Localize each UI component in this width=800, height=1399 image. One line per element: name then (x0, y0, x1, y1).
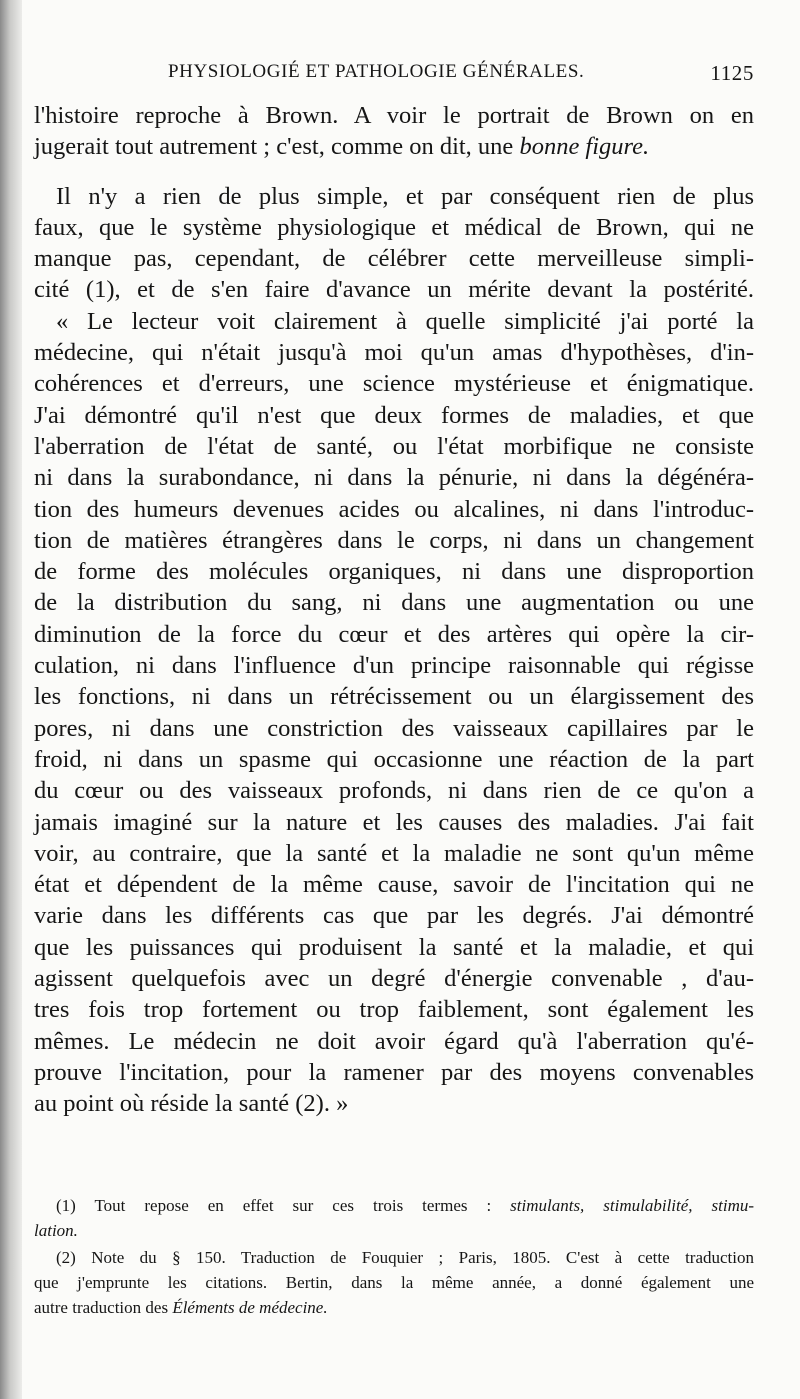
text-line: état et dépendent de la même cause, savoir de l'incitation qui ne (34, 871, 754, 899)
footnote-1 (34, 1193, 754, 1243)
text-line: l'histoire reproche à Brown. A voir le portrait de Brown on en (34, 102, 754, 129)
italic-text: stimulants, stimulabilité, stimu- (510, 1196, 755, 1215)
running-head: PHYSIOLOGIÉ ET PATHOLOGIE GÉNÉRALES. (168, 61, 585, 82)
text-line: de forme des molécules organiques, ni dans une disproportion (34, 558, 754, 586)
text-line: cité (1), et de s'en faire d'avance un mérite devant la postérité. (34, 276, 754, 304)
text-line: tion des humeurs devenues acides ou alcalines, ni dans l'introduc- (34, 495, 754, 523)
text-line (34, 181, 754, 212)
text-line: varie dans les différents cas que par les degrés. J'ai démontré (34, 902, 754, 930)
text-line: culation, ni dans l'influence d'un principe raisonnable qui régisse (34, 652, 754, 680)
text-line: médecine, qui n'était jusqu'à moi qu'un amas d'hypothèses, d'in- (34, 339, 754, 367)
page-number: 1125 (710, 61, 754, 85)
page-header (34, 61, 754, 87)
text-span: (1) Tout repose en effet sur ces trois termes : (56, 1196, 511, 1215)
page-binding-shadow (0, 0, 22, 1399)
text-line: au point où réside la santé (2). » (34, 1090, 349, 1118)
text-span: « Le lecteur voit clairement à quelle simplicité j'ai porté la (56, 307, 754, 335)
footnote-line (34, 1245, 754, 1270)
text-line: J'ai démontré qu'il n'est que deux formes de maladies, et que (34, 401, 754, 429)
text-line: faux, que le système physiologique et médical de Brown, qui ne (34, 213, 754, 241)
footnote-2 (34, 1245, 754, 1320)
text-span: jugerait tout autrement ; c'est, comme on dit, une (34, 133, 520, 161)
text-line: jamais imaginé sur la nature et les causes des maladies. J'ai fait (34, 808, 754, 836)
italic-text: Éléments de médecine. (172, 1298, 328, 1317)
text-line (34, 131, 754, 162)
text-line: agissent quelquefois avec un degré d'énergie convenable , d'au- (34, 965, 754, 993)
text-line: pores, ni dans une constriction des vaisseaux capillaires par le (34, 714, 754, 742)
text-line (34, 306, 754, 337)
italic-text: lation. (34, 1221, 78, 1240)
text-line: diminution de la force du cœur et des artères qui opère la cir- (34, 620, 754, 648)
text-span: (2) Note du § 150. Traduction de Fouquier ; Paris, 1805. C'est à cette traduction (56, 1248, 754, 1267)
text-line: de la distribution du sang, ni dans une augmentation ou une (34, 589, 754, 617)
text-span: Il n'y a rien de plus simple, et par conséquent rien de plus (56, 182, 754, 210)
text-line: prouve l'incitation, pour la ramener par des moyens convenables (34, 1058, 754, 1086)
text-line: du cœur ou des vaisseaux profonds, ni dans rien de ce qu'on a (34, 777, 754, 805)
text-line: froid, ni dans un spasme qui occasionne une réaction de la part (34, 745, 754, 773)
text-line: les fonctions, ni dans un rétrécissement ou un élargissement des (34, 683, 754, 711)
paragraph-1 (34, 100, 754, 163)
text-line: voir, au contraire, que la santé et la maladie ne sont qu'un même (34, 839, 754, 867)
italic-text: bonne figure. (519, 133, 650, 161)
footnote-line: que j'emprunte les citations. Bertin, dans la même année, a donné également une (34, 1273, 754, 1292)
text-span: autre traduction des (34, 1298, 173, 1317)
paragraph-2 (34, 181, 754, 306)
text-line: tres fois trop fortement ou trop faiblement, sont également les (34, 996, 754, 1024)
paragraph-3 (34, 306, 754, 1120)
footnote-line (34, 1218, 754, 1243)
text-line: mêmes. Le médecin ne doit avoir égard qu'à l'aberration qu'é- (34, 1027, 754, 1055)
footnote-line (34, 1193, 754, 1218)
footnote-line (34, 1295, 754, 1320)
text-line: cohérences et d'erreurs, une science mystérieuse et énigmatique. (34, 370, 754, 398)
text-line: l'aberration de l'état de santé, ou l'état morbifique ne consiste (34, 432, 754, 460)
text-line: tion de matières étrangères dans le corps, ni dans un changement (34, 526, 754, 554)
text-line: ni dans la surabondance, ni dans la pénurie, ni dans la dégénéra- (34, 464, 754, 492)
text-line: manque pas, cependant, de célébrer cette merveilleuse simpli- (34, 245, 754, 273)
text-line: que les puissances qui produisent la santé et la maladie, et qui (34, 933, 754, 961)
footnotes (34, 1193, 754, 1320)
body-text (34, 100, 754, 1120)
